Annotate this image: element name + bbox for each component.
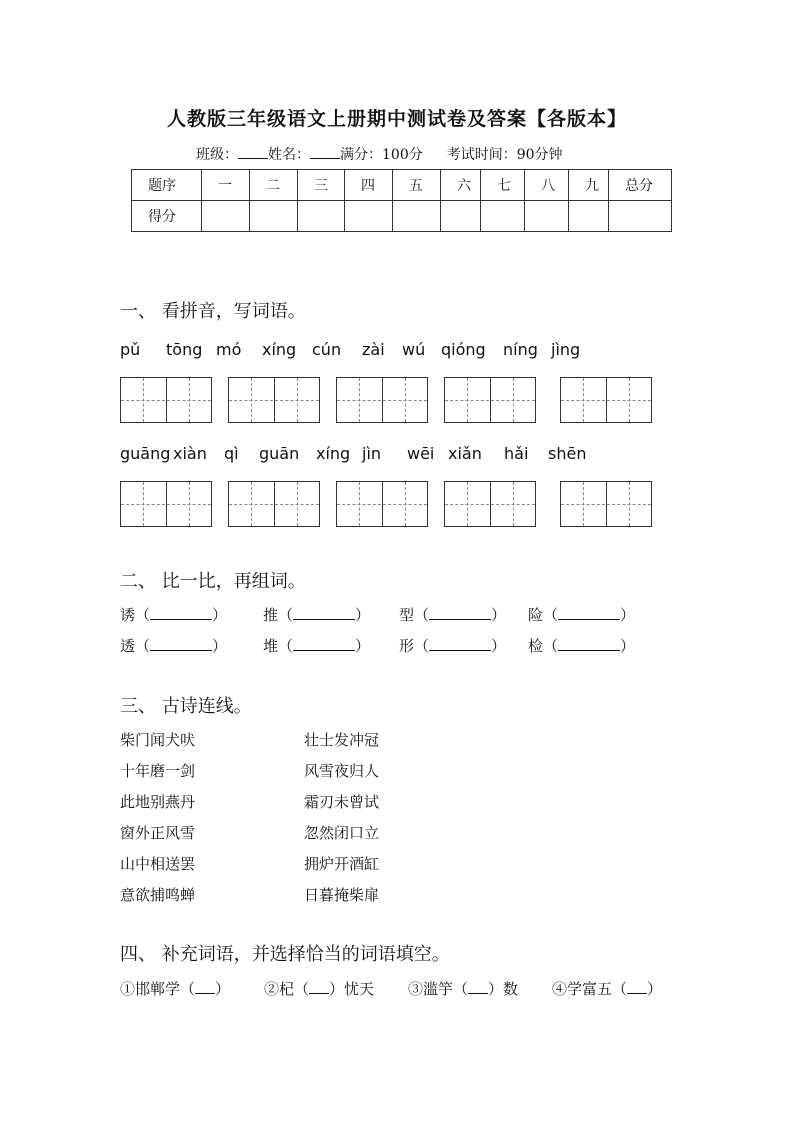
score-cell[interactable] (441, 201, 481, 232)
name-blank[interactable] (310, 146, 340, 159)
answer-blank[interactable] (195, 981, 215, 994)
answer-blank[interactable] (293, 607, 355, 620)
close-paren: ） (212, 637, 228, 655)
section-3-title: 三、 古诗连线。 (120, 696, 252, 717)
pinyin: guān (259, 444, 300, 463)
pinyin: qì (224, 444, 239, 463)
writing-grid[interactable] (120, 481, 212, 527)
pinyin: jìn (362, 444, 382, 463)
header-cell: 二 (250, 170, 298, 201)
exam-info (196, 144, 563, 164)
header-cell: 八 (525, 170, 569, 201)
idiom-prefix: ④学富五（ (552, 980, 628, 998)
score-cell[interactable] (298, 201, 345, 232)
answer-blank[interactable] (150, 607, 212, 620)
writing-grid[interactable] (444, 481, 536, 527)
idiom-item[interactable] (264, 978, 374, 999)
close-paren: ） (355, 637, 371, 655)
header-cell: 四 (345, 170, 393, 201)
compare-char: 推（ (263, 606, 294, 624)
poem-line-right[interactable]: 日暮掩柴扉 (304, 886, 380, 904)
compare-item[interactable] (120, 635, 227, 656)
pinyin: zài (362, 340, 385, 359)
poem-line-left[interactable]: 十年磨一剑 (120, 762, 196, 780)
section-2-title: 二、 比一比，再组词。 (120, 571, 306, 592)
idiom-item[interactable] (120, 978, 230, 999)
compare-char: 形（ (399, 637, 430, 655)
writing-grid[interactable] (560, 377, 652, 423)
header-cell: 七 (481, 170, 525, 201)
writing-grid[interactable] (228, 377, 320, 423)
pinyin: xiǎn (448, 444, 482, 463)
writing-grid[interactable] (560, 481, 652, 527)
pinyin: xiàn (173, 444, 207, 463)
header-cell: 六 (441, 170, 481, 201)
compare-item[interactable] (528, 635, 635, 656)
pinyin: shēn (548, 444, 587, 463)
class-label: 班级： (196, 147, 238, 163)
poem-line-left[interactable]: 窗外正风雪 (120, 824, 196, 842)
compare-item[interactable] (263, 604, 370, 625)
writing-grid[interactable] (120, 377, 212, 423)
poem-line-right[interactable]: 霜刃未曾试 (304, 793, 380, 811)
compare-item[interactable] (399, 635, 506, 656)
pinyin: tōng (166, 340, 203, 359)
score-table-score-row (132, 201, 672, 232)
score-table-header-row (132, 170, 672, 201)
answer-blank[interactable] (429, 638, 491, 651)
pinyin: hǎi (504, 444, 529, 463)
name-label: 姓名： (268, 147, 310, 163)
idiom-suffix: ） (647, 980, 663, 998)
score-cell[interactable] (525, 201, 569, 232)
poem-line-right[interactable]: 壮士发冲冠 (304, 731, 380, 749)
section-4-title: 四、 补充词语，并选择恰当的词语填空。 (120, 944, 450, 965)
score-cell[interactable] (481, 201, 525, 232)
compare-item[interactable] (528, 604, 635, 625)
idiom-item[interactable] (552, 978, 662, 999)
idiom-prefix: ①邯郸学（ (120, 980, 196, 998)
poem-line-left[interactable]: 此地别燕丹 (120, 793, 196, 811)
header-cell: 三 (298, 170, 345, 201)
idiom-prefix: ②杞（ (264, 980, 310, 998)
header-cell: 五 (393, 170, 441, 201)
writing-grid[interactable] (336, 481, 428, 527)
idiom-prefix: ③滥竽（ (408, 980, 469, 998)
answer-blank[interactable] (293, 638, 355, 651)
compare-item[interactable] (263, 635, 370, 656)
header-cell: 总分 (609, 170, 672, 201)
pinyin: wú (402, 340, 426, 359)
compare-item[interactable] (120, 604, 227, 625)
idiom-suffix: ）数 (488, 980, 519, 998)
page-title: 人教版三年级语文上册期中测试卷及答案【各版本】 (166, 108, 627, 130)
idiom-suffix: ） (215, 980, 231, 998)
score-cell[interactable] (609, 201, 672, 232)
answer-blank[interactable] (468, 981, 488, 994)
pinyin: wēi (407, 444, 435, 463)
idiom-item[interactable] (408, 978, 518, 999)
answer-blank[interactable] (429, 607, 491, 620)
compare-char: 诱（ (120, 606, 151, 624)
pinyin: jìng (551, 340, 581, 359)
header-cell: 题序 (132, 170, 202, 201)
pinyin: xíng (262, 340, 297, 359)
score-cell[interactable] (393, 201, 441, 232)
answer-blank[interactable] (558, 638, 620, 651)
compare-char: 险（ (528, 606, 559, 624)
answer-blank[interactable] (309, 981, 329, 994)
score-cell[interactable] (345, 201, 393, 232)
pinyin: níng (503, 340, 538, 359)
poem-line-left[interactable]: 山中相送罢 (120, 855, 196, 873)
header-cell: 一 (202, 170, 250, 201)
close-paren: ） (620, 606, 636, 624)
compare-item[interactable] (399, 604, 506, 625)
close-paren: ） (355, 606, 371, 624)
answer-blank[interactable] (150, 638, 212, 651)
score-cell[interactable] (250, 201, 298, 232)
writing-grid[interactable] (336, 377, 428, 423)
compare-char: 检（ (528, 637, 559, 655)
writing-grid[interactable] (228, 481, 320, 527)
pinyin: mó (216, 340, 242, 359)
poem-line-right[interactable]: 拥炉开酒缸 (304, 855, 380, 873)
full-score-label: 满分：100分 (340, 147, 423, 163)
writing-grid[interactable] (444, 377, 536, 423)
section-1-title: 一、 看拼音，写词语。 (120, 301, 306, 322)
poem-line-right[interactable]: 忽然闭口立 (304, 824, 380, 842)
poem-line-left[interactable]: 意欲捕鸣蝉 (120, 886, 196, 904)
poem-line-right[interactable]: 风雪夜归人 (304, 762, 380, 780)
compare-char: 透（ (120, 637, 151, 655)
close-paren: ） (491, 637, 507, 655)
score-table (131, 169, 672, 232)
score-cell[interactable] (569, 201, 609, 232)
answer-blank[interactable] (558, 607, 620, 620)
compare-char: 堆（ (263, 637, 294, 655)
row-label-cell: 得分 (132, 201, 202, 232)
exam-time-label: 考试时间：90分钟 (446, 147, 563, 163)
pinyin: cún (312, 340, 342, 359)
poem-line-left[interactable]: 柴门闻犬吠 (120, 731, 196, 749)
close-paren: ） (491, 606, 507, 624)
pinyin: pǔ (120, 340, 141, 359)
pinyin: guāng (120, 444, 171, 463)
answer-blank[interactable] (627, 981, 647, 994)
class-blank[interactable] (238, 146, 268, 159)
idiom-suffix: ）忧天 (329, 980, 375, 998)
pinyin: xíng (316, 444, 351, 463)
close-paren: ） (620, 637, 636, 655)
close-paren: ） (212, 606, 228, 624)
pinyin: qióng (441, 340, 486, 359)
compare-char: 型（ (399, 606, 430, 624)
header-cell: 九 (569, 170, 609, 201)
score-cell[interactable] (202, 201, 250, 232)
